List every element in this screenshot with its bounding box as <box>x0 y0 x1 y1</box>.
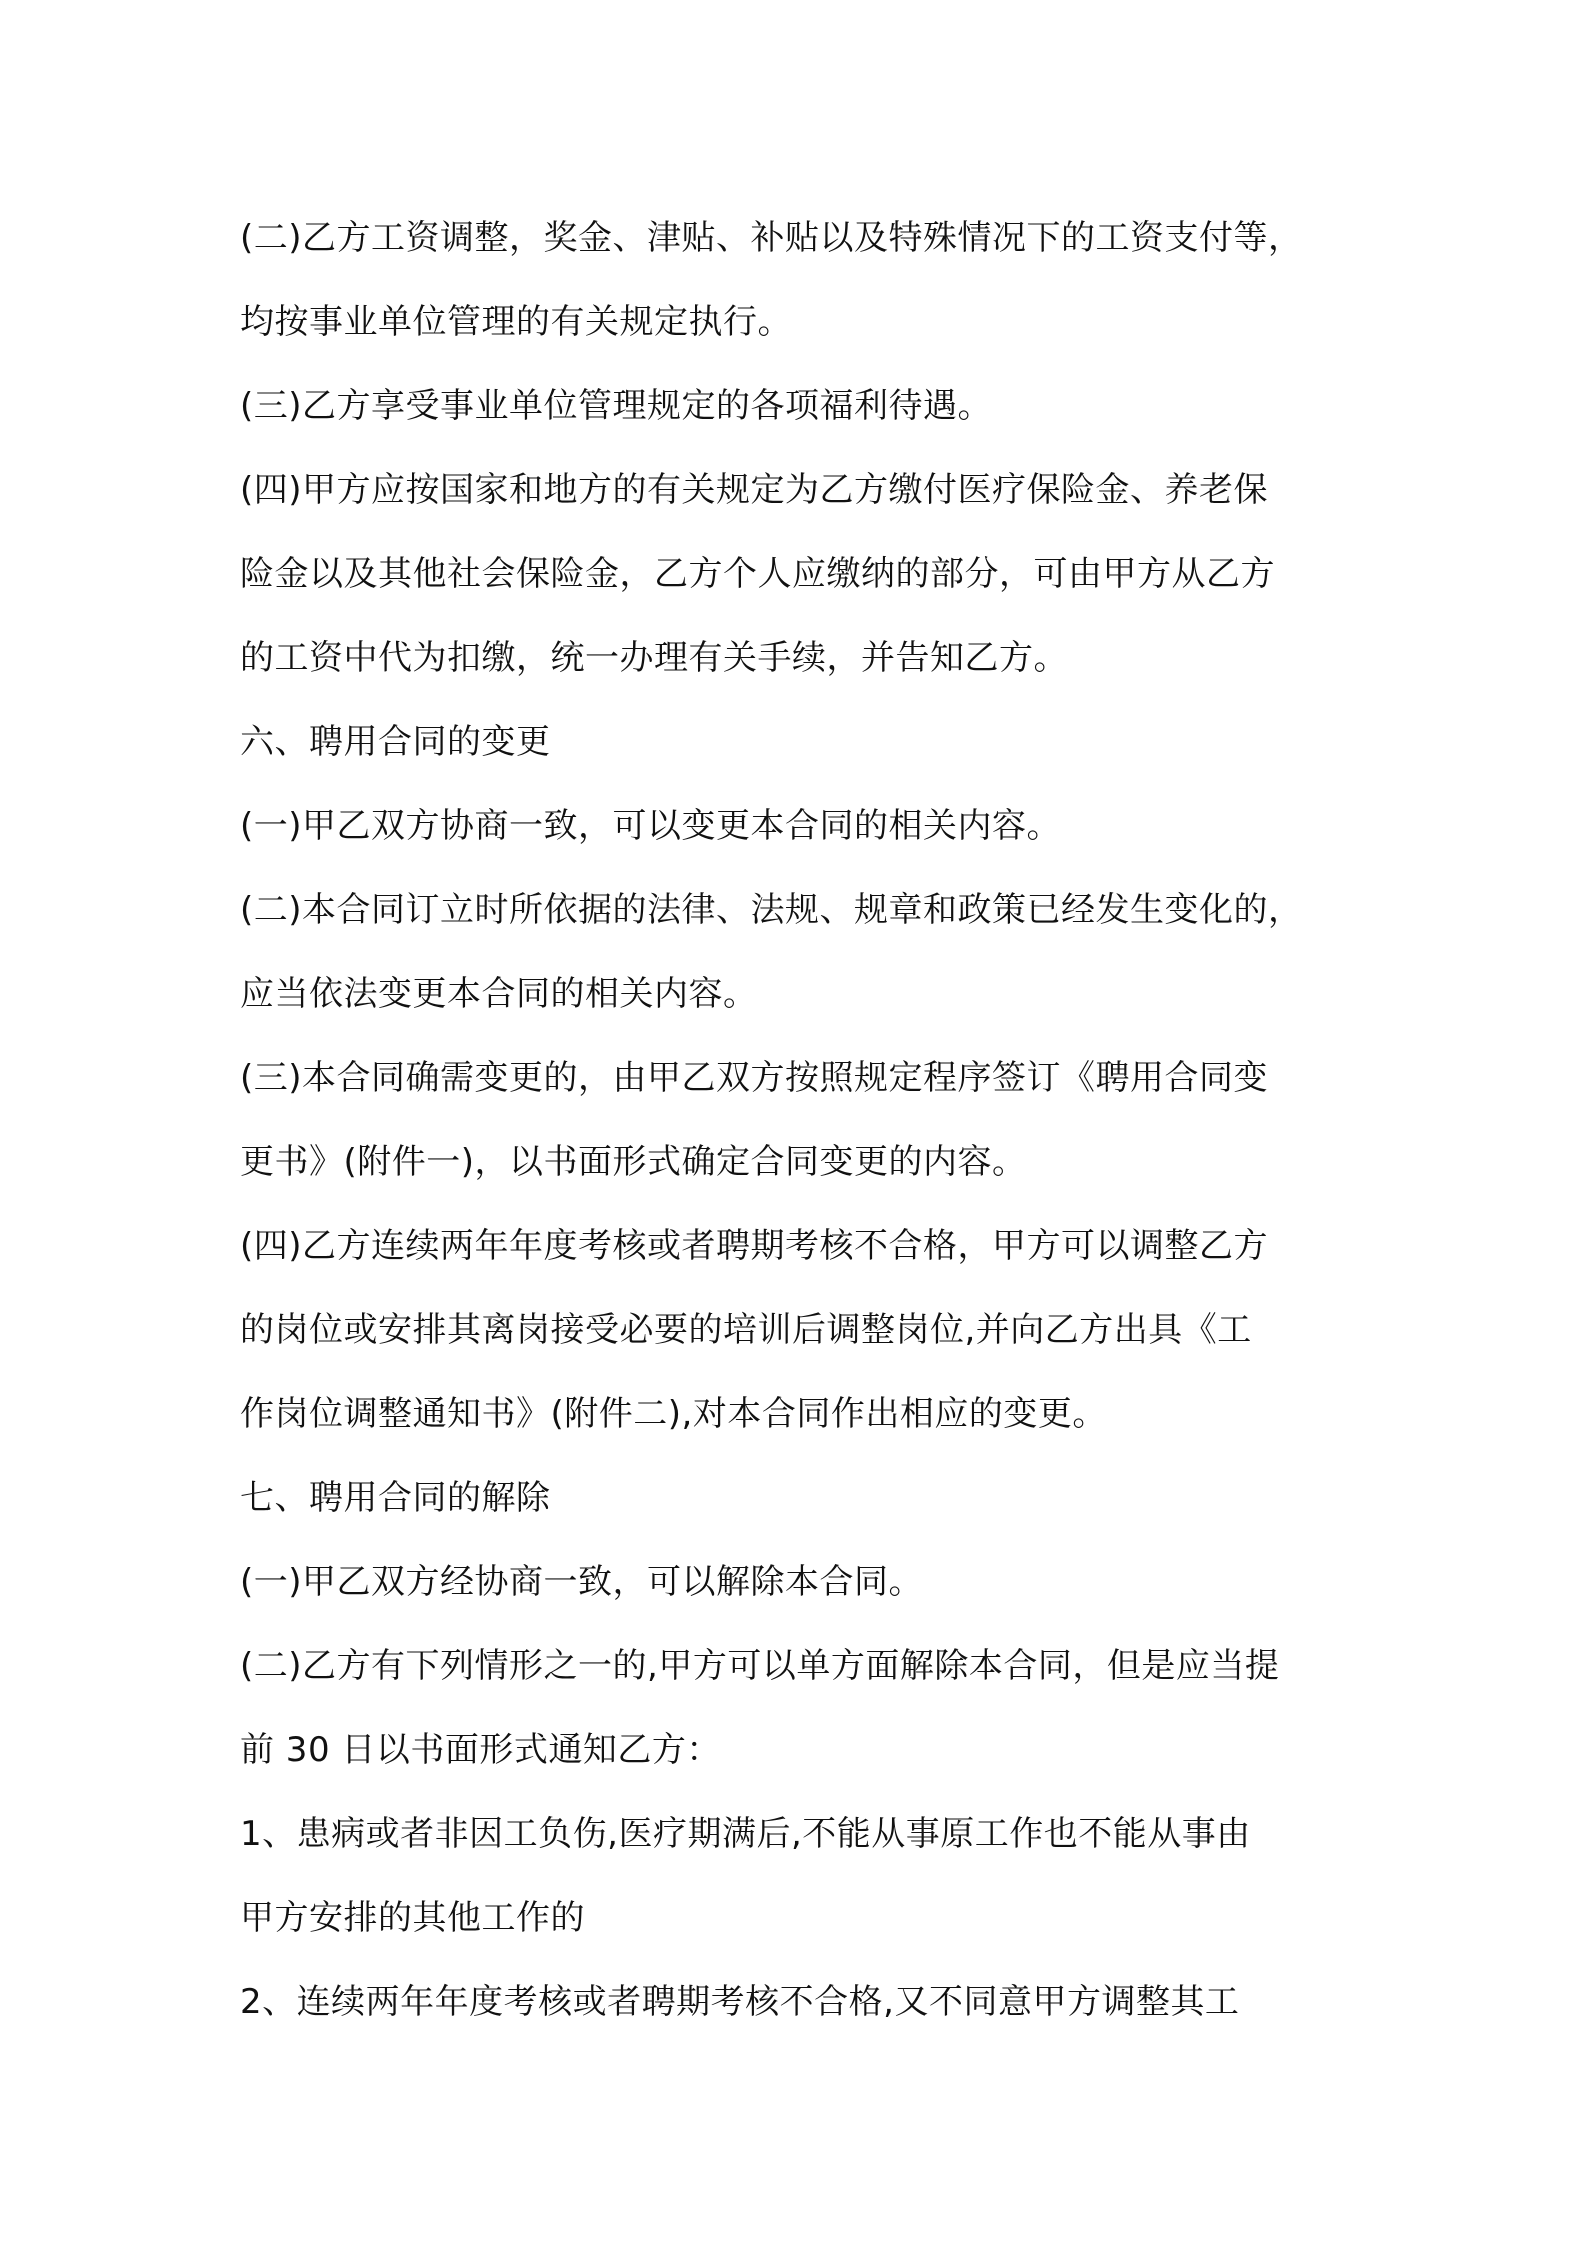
text-line: (三)乙方享受事业单位管理规定的各项福利待遇。 <box>240 386 993 426</box>
text-line: 甲方安排的其他工作的 <box>240 1898 585 1938</box>
text-line: 更书》(附件一)，以书面形式确定合同变更的内容。 <box>240 1142 1027 1182</box>
text-line: (一)甲乙双方经协商一致，可以解除本合同。 <box>240 1562 924 1602</box>
text-line: 均按事业单位管理的有关规定执行。 <box>240 302 792 342</box>
text-line: 作岗位调整通知书》(附件二),对本合同作出相应的变更。 <box>240 1394 1107 1434</box>
text-line: (三)本合同确需变更的，由甲乙双方按照规定程序签订《聘用合同变 <box>240 1058 1269 1098</box>
text-line: (二)乙方有下列情形之一的,甲方可以单方面解除本合同，但是应当提 <box>240 1646 1280 1686</box>
text-line: 的工资中代为扣缴，统一办理有关手续，并告知乙方。 <box>240 638 1068 678</box>
text-line: 1、患病或者非因工负伤,医疗期满后,不能从事原工作也不能从事由 <box>240 1814 1251 1854</box>
text-line: 应当依法变更本合同的相关内容。 <box>240 974 758 1014</box>
section-heading-7: 七、聘用合同的解除 <box>240 1478 551 1518</box>
contract-text <box>240 196 1370 2044</box>
text-line: 险金以及其他社会保险金，乙方个人应缴纳的部分，可由甲方从乙方 <box>240 554 1275 594</box>
text-line: (二)本合同订立时所依据的法律、法规、规章和政策已经发生变化的， <box>240 890 1303 930</box>
section-heading-6: 六、聘用合同的变更 <box>240 722 551 762</box>
text-line: 前 30 日以书面形式通知乙方： <box>240 1730 721 1770</box>
text-line: 2、连续两年年度考核或者聘期考核不合格,又不同意甲方调整其工 <box>240 1982 1240 2022</box>
text-line: (四)甲方应按国家和地方的有关规定为乙方缴付医疗保险金、养老保 <box>240 470 1269 510</box>
text-line: 的岗位或安排其离岗接受必要的培训后调整岗位,并向乙方出具《工 <box>240 1310 1252 1350</box>
text-line: (一)甲乙双方协商一致，可以变更本合同的相关内容。 <box>240 806 1062 846</box>
text-line: (四)乙方连续两年年度考核或者聘期考核不合格，甲方可以调整乙方 <box>240 1226 1269 1266</box>
text-line: (二)乙方工资调整，奖金、津贴、补贴以及特殊情况下的工资支付等， <box>240 218 1303 258</box>
